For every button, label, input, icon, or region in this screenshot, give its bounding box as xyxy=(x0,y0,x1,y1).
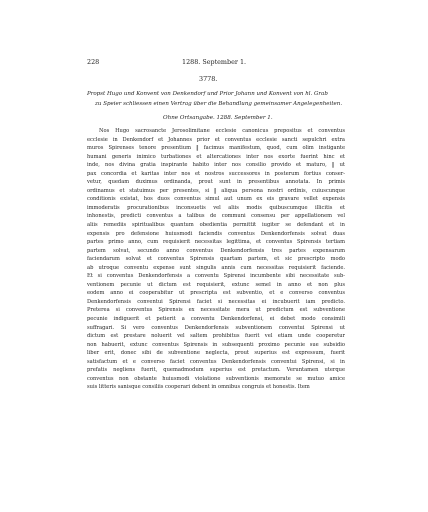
text-line: conventus non obstante huiusmodi violatione subventionis memorate se mutuo amice xyxy=(87,375,345,382)
text-line: expensis pro defensione huiusmodi faciendis conventus Denkendorfensis solvat duas xyxy=(87,230,345,237)
text-line: suis litteris sanisque consiliis cooperari debent in omnibus congruis et honestis. Item xyxy=(87,384,310,391)
text-line: inhonestis, predicti conventus a talibus de communi consensu per appellationem vel xyxy=(87,213,345,220)
text-line: Nos Hugo sacrosancte Jerosolimitane ecclesie canonicus prepositus et conventus xyxy=(99,128,345,134)
text-line: dictum est prestare noluerit vel saltem prohibitus fuerit vel etiam unde cooperetur xyxy=(87,333,345,340)
text-line: vetur, quedam duximus ordinanda, prout sunt in presentibus annotata. In primis xyxy=(87,179,345,186)
text-line: aliis remediis spiritualibus quantum obedientia permittit iugiter se defendant et in xyxy=(87,222,345,229)
document-number: 3778. xyxy=(199,75,218,83)
text-line: muros Spirenses tenore presentium ‖ facimus manifestum, quod, cum olim instigante xyxy=(87,145,345,152)
regest-line: zu Speier schliessen einen Vertrag über die Behandlung gemeinsamer Angelegenheiten. xyxy=(95,101,343,107)
text-line: pax concordia et karitas inter nos et nostros successores in posterum fortius conser- xyxy=(87,170,345,177)
text-line: faciendarum solvat et conventus Spirensis quartam partem, et sic prescripto modo xyxy=(87,256,345,263)
text-line: suffragari. Si vero conventus Denkendorfensis subventionem conventui Spirensi ut xyxy=(87,324,345,331)
text-line: ecclesie in Denkendorf et Johannes prior et conventus ecclesie sancti sepulchri extra xyxy=(87,136,345,143)
text-line: ordinamus et statuimus per presentes, si ‖ aliqua persona nostri ordinis, cuiuscunque xyxy=(87,187,345,194)
text-line: ab utroque conventu expense sunt singulis annis cum necessitas requisierit faciende. xyxy=(87,264,345,271)
source-note: Ohne Ortsangabe. 1288. September 1. xyxy=(163,115,273,121)
text-line: liber erit, donec sibi de subventione neglecta, prout superius est expressum, fuerit xyxy=(87,350,345,357)
charter-text xyxy=(87,127,345,392)
text-line: inde, nos divina gratia inspirante habito inter nos consilio provido et maturo, ‖ ut xyxy=(87,162,345,169)
text-line: Denkendorfensis conventui Spirensi faciet si necessitas ei incubuerit iam predicto. xyxy=(87,298,345,305)
regest-summary xyxy=(87,89,343,109)
text-line: partes primo anno, cum requisierit necessitas legittima, et conventus Spirensis tertiam xyxy=(87,239,345,246)
text-line: Et si conventus Denkendorfensis a conventu Spirensi incumbente sibi necessitate sub- xyxy=(87,273,345,280)
text-line: pecunie indiguerit et petierit a conventu Denkendorfensi, ei debet modo consimili xyxy=(87,316,345,323)
text-line: immoderatis procurationibus inconsuetis vel aliis modis quibuscumque illicitis et xyxy=(87,204,345,211)
text-line: partem solvat, secundo anno conventus Denkendorfensis tres partes expensarum xyxy=(87,247,345,254)
running-title: 1288. September 1. xyxy=(182,58,247,66)
text-line: ventionem pecunie ut dictum est requisierit, extunc semel in anno et non plus xyxy=(87,281,345,288)
text-line: Preterea si conventus Spirensis ex necessitate mera ut predictum est subventione xyxy=(87,307,345,314)
text-line: conditionis existat, hos duos conventus simul aut unum ex eis gravare vellet expensis xyxy=(87,196,345,203)
text-line: satisfactum et e converso faciet conventus Denkendorfensis conventui Spirensi, si in xyxy=(87,358,345,365)
text-line: non habuerit, extunc conventus Spirensis in subsequenti proximo pecunie sue subsidio xyxy=(87,341,345,348)
regest-line: Propst Hugo und Konvent von Denkendorf und Prior Johann und Konvent von hl. Grab xyxy=(87,91,328,97)
text-line: prefatis negliens fuerit, quemadmodum superius est pretactum. Veruntamen uterque xyxy=(87,367,345,374)
text-line: humani generis inimico turbationes et altercationes inter nos exorte fuerint hinc et xyxy=(87,153,345,160)
page-number: 228 xyxy=(87,58,100,66)
text-line: eodem anno ei cooperabitur ut prescripta est subventio, et e converso conventus xyxy=(87,290,345,297)
